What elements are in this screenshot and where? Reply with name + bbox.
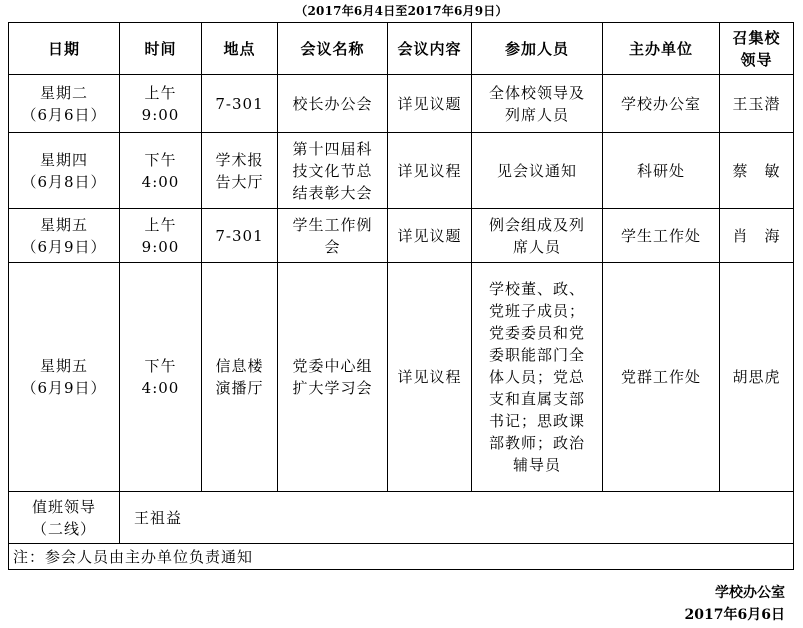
- cell-place: 学术报 告大厅: [202, 133, 278, 209]
- cell-leader: 蔡 敏: [720, 133, 794, 209]
- note-text: 注：参会人员由主办单位负责通知: [9, 544, 794, 570]
- header-date: 日期: [9, 23, 120, 75]
- header-time: 时间: [120, 23, 202, 75]
- cell-place: 7-301: [202, 75, 278, 133]
- cell-date: 星期二 （6月6日）: [9, 75, 120, 133]
- cell-host: 学生工作处: [603, 209, 720, 263]
- cell-time: 上午 9:00: [120, 75, 202, 133]
- cell-host: 科研处: [603, 133, 720, 209]
- cell-meeting-name: 学生工作例 会: [278, 209, 388, 263]
- cell-attendees: 见会议通知: [472, 133, 603, 209]
- cell-time: 下午 4:00: [120, 263, 202, 492]
- cell-meeting-content: 详见议程: [388, 263, 472, 492]
- cell-meeting-name: 第十四届科 技文化节总 结表彰大会: [278, 133, 388, 209]
- cell-place: 7-301: [202, 209, 278, 263]
- cell-leader: 王玉潜: [720, 75, 794, 133]
- duty-leader-label: 值班领导 （二线）: [9, 492, 120, 544]
- cell-attendees: 学校董、政、 党班子成员； 党委委员和党 委职能部门全 体人员；党总 支和直属支部 书记；思政课 部教师；政治 辅导员: [472, 263, 603, 492]
- header-place: 地点: [202, 23, 278, 75]
- duty-leader-value: 王祖益: [120, 492, 794, 544]
- cell-date: 星期五 （6月9日）: [9, 209, 120, 263]
- cell-host: 党群工作处: [603, 263, 720, 492]
- header-host: 主办单位: [603, 23, 720, 75]
- cell-meeting-name: 党委中心组 扩大学习会: [278, 263, 388, 492]
- cell-host: 学校办公室: [603, 75, 720, 133]
- cell-date: 星期五 （6月9日）: [9, 263, 120, 492]
- header-meeting-name: 会议名称: [278, 23, 388, 75]
- header-attendees: 参加人员: [472, 23, 603, 75]
- meeting-schedule-table: [8, 22, 794, 570]
- issuer-office: 学校办公室: [715, 585, 785, 601]
- cell-meeting-content: 详见议程: [388, 133, 472, 209]
- note-row: [9, 544, 794, 570]
- cell-place: 信息楼 演播厅: [202, 263, 278, 492]
- cell-time: 上午 9:00: [120, 209, 202, 263]
- cell-meeting-content: 详见议题: [388, 209, 472, 263]
- header-leader: 召集校 领导: [720, 23, 794, 75]
- table-row: [9, 263, 794, 492]
- header-row: [9, 23, 794, 75]
- header-meeting-content: 会议内容: [388, 23, 472, 75]
- duty-leader-row: [9, 492, 794, 544]
- date-range-subtitle: （2017年6月4日至2017年6月9日）: [295, 4, 508, 18]
- cell-leader: 胡思虎: [720, 263, 794, 492]
- cell-leader: 肖 海: [720, 209, 794, 263]
- cell-meeting-name: 校长办公会: [278, 75, 388, 133]
- cell-date: 星期四 （6月8日）: [9, 133, 120, 209]
- table-row: [9, 209, 794, 263]
- cell-meeting-content: 详见议题: [388, 75, 472, 133]
- cell-time: 下午 4:00: [120, 133, 202, 209]
- table-row: [9, 133, 794, 209]
- cell-attendees: 全体校领导及 列席人员: [472, 75, 603, 133]
- issue-date: 2017年6月6日: [684, 607, 785, 623]
- table-row: [9, 75, 794, 133]
- cell-attendees: 例会组成及列 席人员: [472, 209, 603, 263]
